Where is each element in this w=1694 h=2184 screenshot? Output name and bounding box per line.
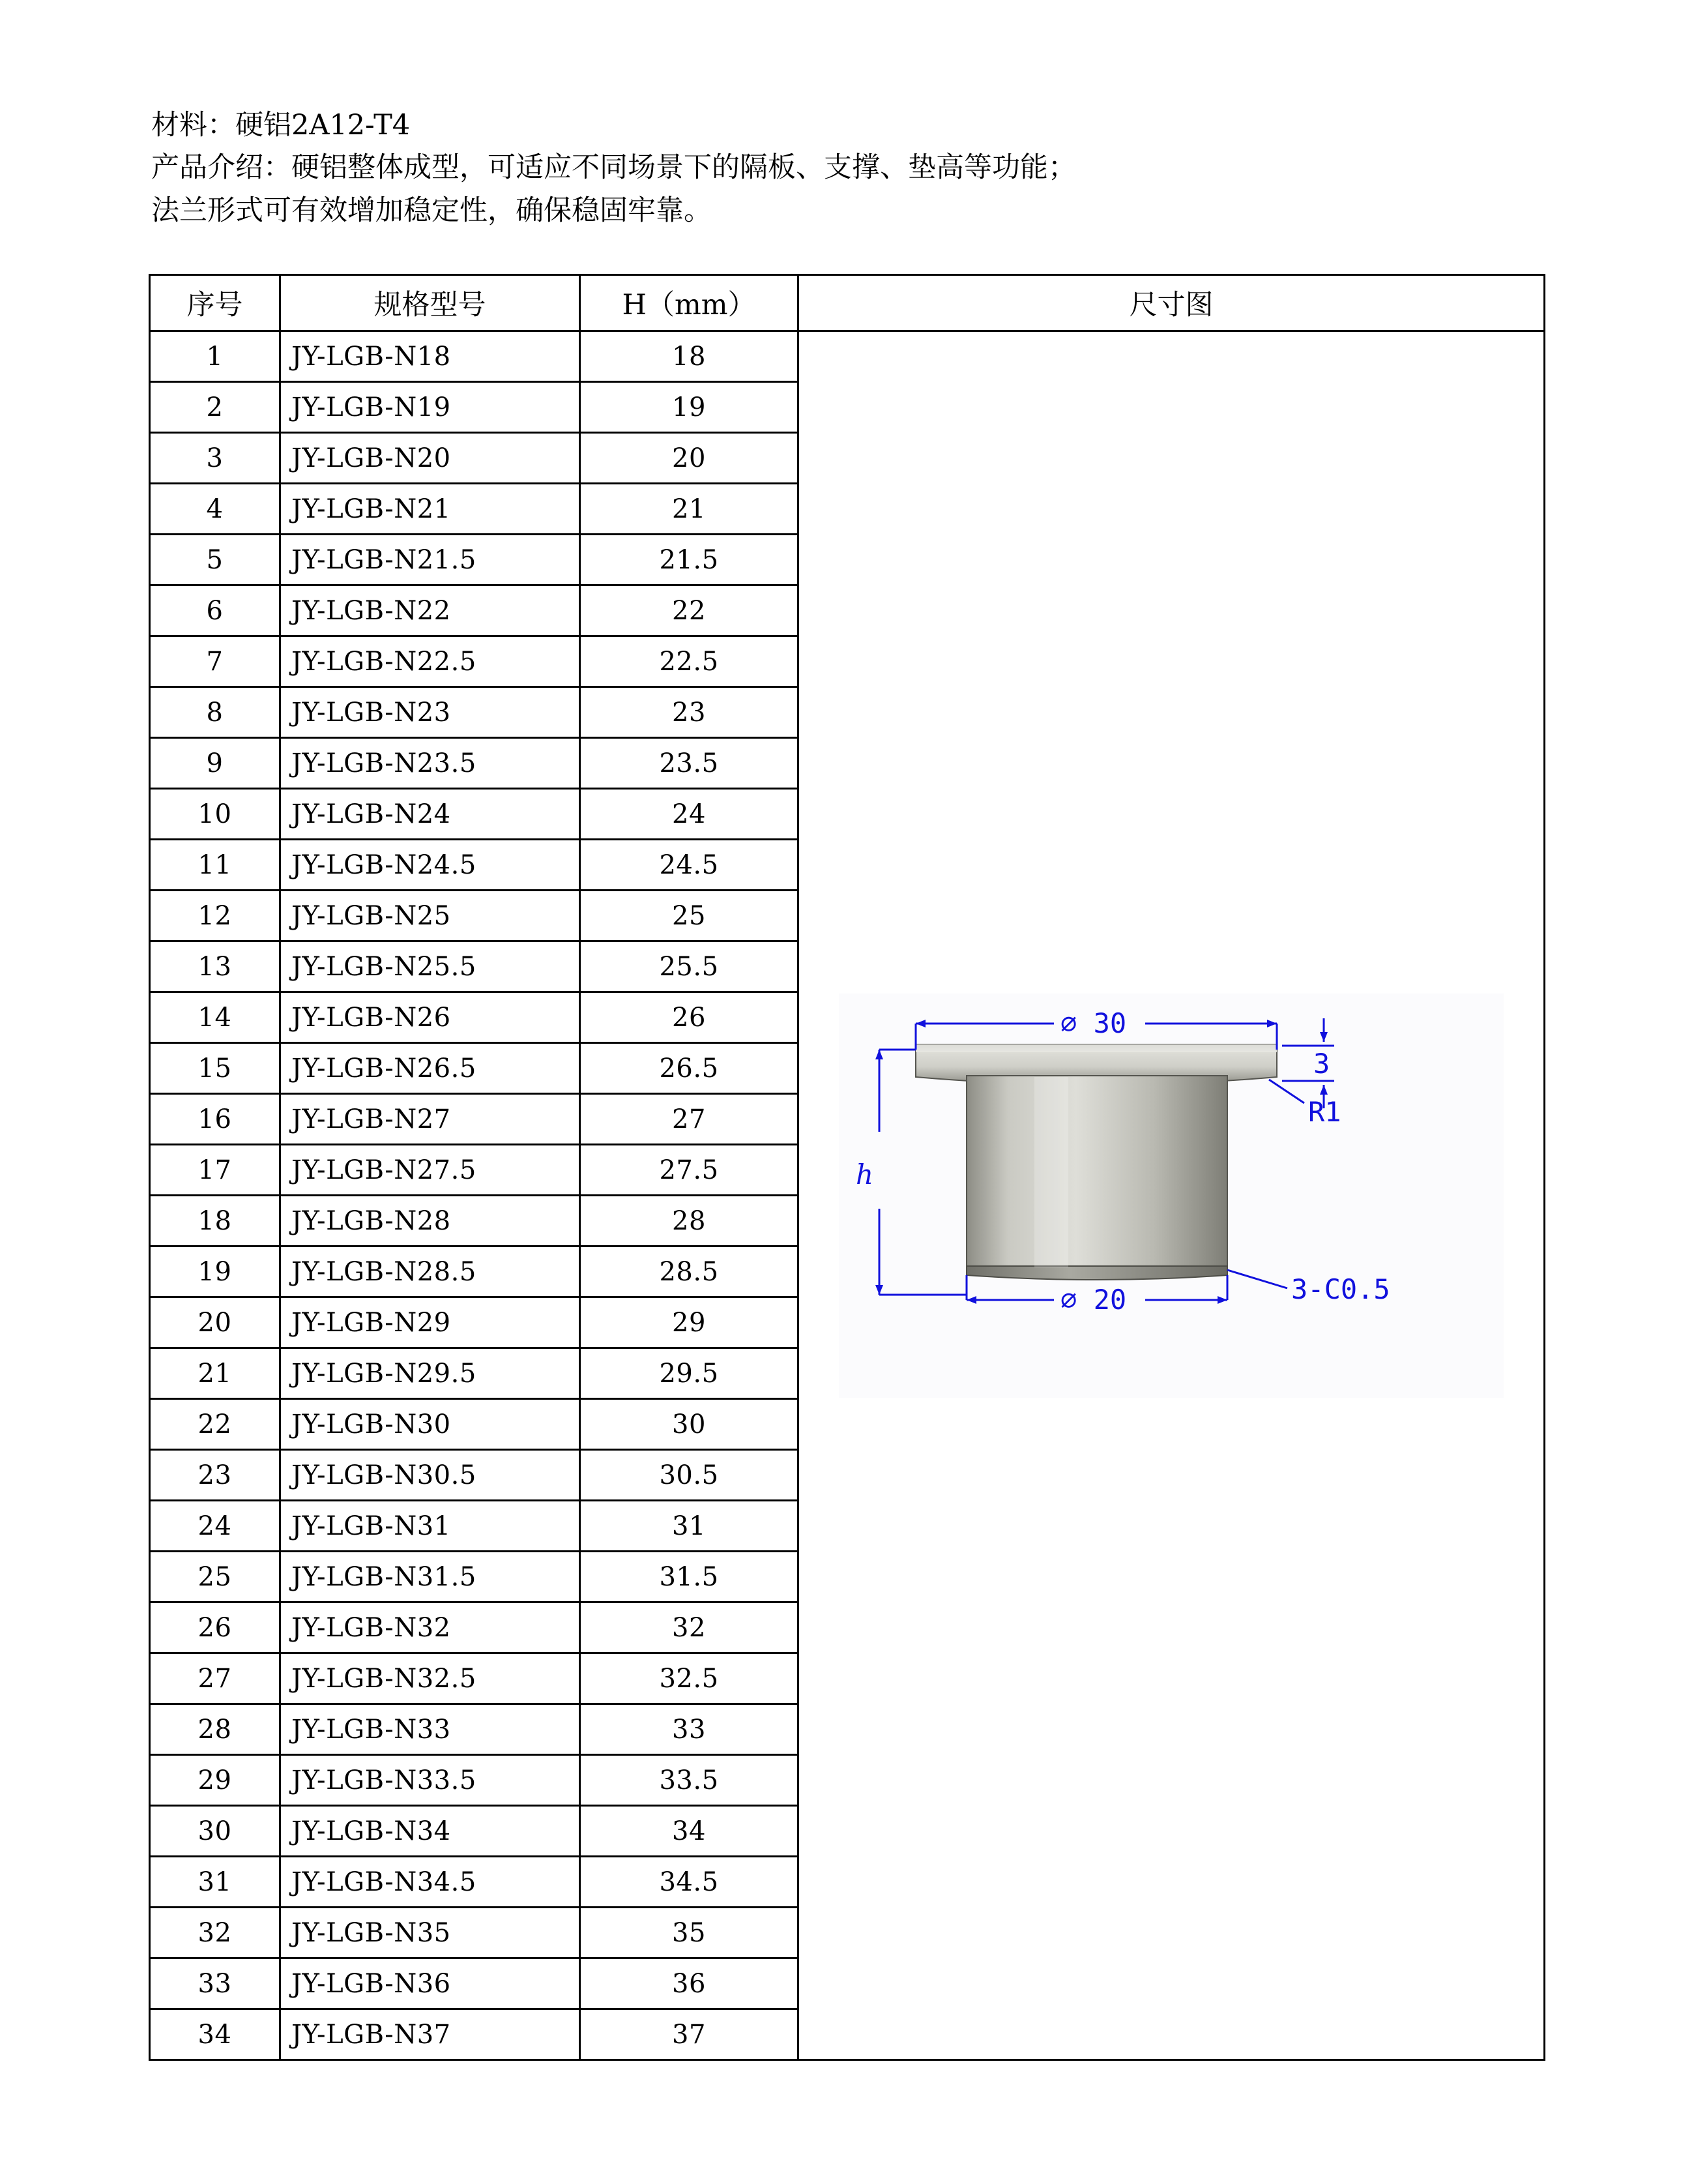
cell-model: JY-LGB-N28 (280, 1196, 580, 1247)
cell-model: JY-LGB-N31.5 (280, 1552, 580, 1602)
cell-model: JY-LGB-N22 (280, 585, 580, 636)
cell-model: JY-LGB-N20 (280, 433, 580, 484)
cell-h: 37 (580, 2009, 798, 2060)
cell-index: 17 (150, 1145, 280, 1196)
cell-h: 28.5 (580, 1247, 798, 1297)
dimension-top-label: ⌀ 30 (1060, 1007, 1127, 1039)
cell-index: 14 (150, 992, 280, 1043)
table-header-row (150, 275, 1545, 331)
cell-h: 33 (580, 1704, 798, 1755)
cell-model: JY-LGB-N29 (280, 1297, 580, 1348)
cell-h: 29.5 (580, 1348, 798, 1399)
cell-h: 22.5 (580, 636, 798, 687)
cell-index: 7 (150, 636, 280, 687)
cell-model: JY-LGB-N18 (280, 331, 580, 382)
column-header-model: 规格型号 (280, 275, 580, 331)
cell-model: JY-LGB-N26.5 (280, 1043, 580, 1094)
cell-h: 28 (580, 1196, 798, 1247)
product-intro (151, 104, 1572, 232)
cell-index: 26 (150, 1602, 280, 1653)
cell-model: JY-LGB-N19 (280, 382, 580, 433)
cell-index: 8 (150, 687, 280, 738)
cell-model: JY-LGB-N29.5 (280, 1348, 580, 1399)
cell-index: 4 (150, 484, 280, 535)
cell-model: JY-LGB-N33.5 (280, 1755, 580, 1806)
cell-h: 31.5 (580, 1552, 798, 1602)
cell-index: 27 (150, 1653, 280, 1704)
cell-h: 20 (580, 433, 798, 484)
cell-index: 13 (150, 941, 280, 992)
cell-index: 18 (150, 1196, 280, 1247)
cell-h: 24 (580, 789, 798, 840)
cell-index: 20 (150, 1297, 280, 1348)
cell-index: 3 (150, 433, 280, 484)
cell-index: 2 (150, 382, 280, 433)
dimension-drawing (839, 994, 1504, 1398)
cell-index: 25 (150, 1552, 280, 1602)
intro-material: 材料：硬铝2A12-T4 (151, 109, 411, 141)
intro-description-line-1: 产品介绍：硬铝整体成型，可适应不同场景下的隔板、支撑、垫高等功能； (151, 151, 1076, 184)
cell-index: 23 (150, 1450, 280, 1501)
cell-h: 34.5 (580, 1857, 798, 1908)
cell-index: 34 (150, 2009, 280, 2060)
cell-model: JY-LGB-N23.5 (280, 738, 580, 789)
cell-model: JY-LGB-N32.5 (280, 1653, 580, 1704)
cell-h: 29 (580, 1297, 798, 1348)
cell-model: JY-LGB-N34.5 (280, 1857, 580, 1908)
cell-index: 9 (150, 738, 280, 789)
cell-index: 32 (150, 1908, 280, 1958)
cell-model: JY-LGB-N22.5 (280, 636, 580, 687)
cell-model: JY-LGB-N25 (280, 891, 580, 941)
cell-index: 28 (150, 1704, 280, 1755)
cell-model: JY-LGB-N24 (280, 789, 580, 840)
cell-index: 19 (150, 1247, 280, 1297)
cell-h: 32.5 (580, 1653, 798, 1704)
dimension-drawing-cell (798, 331, 1545, 2060)
cell-model: JY-LGB-N35 (280, 1908, 580, 1958)
cell-index: 15 (150, 1043, 280, 1094)
cell-index: 11 (150, 840, 280, 891)
cell-h: 25.5 (580, 941, 798, 992)
cell-h: 30 (580, 1399, 798, 1450)
cell-index: 5 (150, 535, 280, 585)
cell-h: 35 (580, 1908, 798, 1958)
cell-index: 30 (150, 1806, 280, 1857)
cell-model: JY-LGB-N23 (280, 687, 580, 738)
cell-index: 24 (150, 1501, 280, 1552)
cell-h: 24.5 (580, 840, 798, 891)
cell-model: JY-LGB-N27 (280, 1094, 580, 1145)
cell-model: JY-LGB-N30 (280, 1399, 580, 1450)
cell-index: 22 (150, 1399, 280, 1450)
dimension-thickness-label: 3 (1313, 1047, 1330, 1080)
cell-index: 31 (150, 1857, 280, 1908)
cell-h: 23.5 (580, 738, 798, 789)
column-header-drawing: 尺寸图 (798, 275, 1545, 331)
cell-model: JY-LGB-N32 (280, 1602, 580, 1653)
cell-index: 29 (150, 1755, 280, 1806)
cell-h: 32 (580, 1602, 798, 1653)
cell-model: JY-LGB-N33 (280, 1704, 580, 1755)
dimension-bottom-label: ⌀ 20 (1060, 1283, 1127, 1316)
cell-h: 19 (580, 382, 798, 433)
cell-model: JY-LGB-N37 (280, 2009, 580, 2060)
table-row (150, 331, 1545, 382)
note-chamfer-label: 3-C0.5 (1291, 1273, 1390, 1305)
dimension-height-label: h (856, 1158, 874, 1190)
cell-index: 10 (150, 789, 280, 840)
column-header-index: 序号 (150, 275, 280, 331)
spec-table (149, 274, 1545, 2061)
cell-h: 25 (580, 891, 798, 941)
cell-model: JY-LGB-N34 (280, 1806, 580, 1857)
cell-model: JY-LGB-N31 (280, 1501, 580, 1552)
cell-h: 27 (580, 1094, 798, 1145)
cell-h: 22 (580, 585, 798, 636)
cell-h: 26 (580, 992, 798, 1043)
column-header-h: H（mm） (580, 275, 798, 331)
cell-h: 33.5 (580, 1755, 798, 1806)
cell-model: JY-LGB-N25.5 (280, 941, 580, 992)
cell-h: 18 (580, 331, 798, 382)
cell-model: JY-LGB-N28.5 (280, 1247, 580, 1297)
cell-model: JY-LGB-N21.5 (280, 535, 580, 585)
cell-model: JY-LGB-N24.5 (280, 840, 580, 891)
cell-index: 6 (150, 585, 280, 636)
note-radius-label: R1 (1308, 1095, 1341, 1128)
cell-h: 27.5 (580, 1145, 798, 1196)
cell-model: JY-LGB-N36 (280, 1958, 580, 2009)
cell-model: JY-LGB-N26 (280, 992, 580, 1043)
cell-index: 1 (150, 331, 280, 382)
cell-h: 26.5 (580, 1043, 798, 1094)
intro-description-line-2: 法兰形式可有效增加稳定性，确保稳固牢靠。 (151, 194, 712, 227)
cell-h: 31 (580, 1501, 798, 1552)
cell-h: 36 (580, 1958, 798, 2009)
cell-h: 34 (580, 1806, 798, 1857)
cell-model: JY-LGB-N30.5 (280, 1450, 580, 1501)
cell-index: 12 (150, 891, 280, 941)
cell-index: 33 (150, 1958, 280, 2009)
cell-index: 21 (150, 1348, 280, 1399)
cell-h: 21 (580, 484, 798, 535)
cell-model: JY-LGB-N21 (280, 484, 580, 535)
spec-table-wrapper (149, 274, 1543, 2061)
cell-model: JY-LGB-N27.5 (280, 1145, 580, 1196)
cell-index: 16 (150, 1094, 280, 1145)
cell-h: 30.5 (580, 1450, 798, 1501)
cell-h: 21.5 (580, 535, 798, 585)
cell-h: 23 (580, 687, 798, 738)
